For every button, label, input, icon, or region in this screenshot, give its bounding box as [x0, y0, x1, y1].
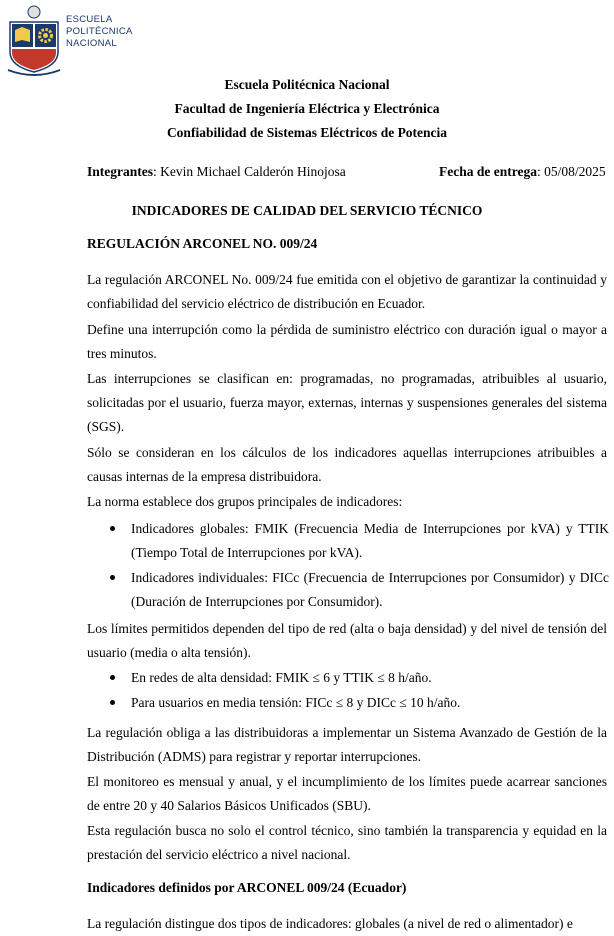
bullet-item: Indicadores individuales: FICc (Frecuencia de Interrupciones por Consumidor) y DICc (Duración de Interrupciones por Consumidor).: [131, 570, 609, 609]
bullet-item: Indicadores globales: FMIK (Frecuencia Media de Interrupciones por kVA) y TTIK (Tiempo Total de Interrupciones por kVA).: [131, 521, 609, 560]
paragraph: Los límites permitidos dependen del tipo de red (alta o baja densidad) y del nivel de tensión del usuario (media o alta tensión).: [87, 621, 607, 660]
institution-name: Escuela Politécnica Nacional: [224, 77, 390, 92]
paragraph: La regulación ARCONEL No. 009/24 fue emitida con el objetivo de garantizar la continuidad y confiabilidad del servicio eléctrico de distribución en Ecuador.: [87, 272, 607, 311]
logo-line-3: NACIONAL: [66, 38, 117, 49]
paragraph: La norma establece dos grupos principales de indicadores:: [87, 494, 403, 509]
delivery-date-value: : 05/08/2025: [536, 164, 606, 179]
bullet-marker: [110, 700, 115, 705]
paragraph: Esta regulación busca no solo el control técnico, sino también la transparencia y equidad en la prestación del servicio eléctrico a nivel nacional.: [87, 823, 607, 862]
members-value: : Kevin Michael Calderón Hinojosa: [153, 164, 346, 179]
faculty-name: Facultad de Ingeniería Eléctrica y Electrónica: [174, 101, 440, 116]
members-line: [87, 164, 346, 180]
bullet-marker: [110, 675, 115, 680]
paragraph: La regulación distingue dos tipos de indicadores: globales (a nivel de red o alimentador) e: [87, 916, 573, 931]
delivery-date-label: Fecha de entrega: [439, 164, 537, 179]
bullet-marker: [110, 575, 115, 580]
institution-logo: [4, 0, 134, 80]
document-title: INDICADORES DE CALIDAD DEL SERVICIO TÉCNICO: [131, 203, 483, 218]
paragraph: Define una interrupción como la pérdida de suministro eléctrico con duración igual o mayor a tres minutos.: [87, 322, 607, 361]
members-label: Integrantes: [87, 164, 153, 179]
bullet-marker: [110, 526, 115, 531]
bullet-item: En redes de alta densidad: FMIK ≤ 6 y TTIK ≤ 8 h/año.: [131, 670, 432, 685]
subheading: Indicadores definidos por ARCONEL 009/24 (Ecuador): [87, 880, 407, 895]
epn-shield-logo-icon: [4, 0, 64, 80]
paragraph: La regulación obliga a las distribuidoras a implementar un Sistema Avanzado de Gestión de la Distribución (ADMS) para registrar y reportar interrupciones.: [87, 725, 607, 764]
delivery-date-line: [439, 164, 606, 180]
logo-line-1: ESCUELA: [66, 14, 113, 25]
paragraph: Sólo se consideran en los cálculos de los indicadores aquellas interrupciones atribuibles a causas internas de la empresa distribuidora.: [87, 445, 607, 484]
section-heading: REGULACIÓN ARCONEL NO. 009/24: [87, 236, 318, 251]
paragraph: El monitoreo es mensual y anual, y el incumplimiento de los límites puede acarrear sanciones de entre 20 y 40 Salarios Básicos Unificados (SBU).: [87, 774, 607, 813]
logo-line-2: POLITÉCNICA: [66, 26, 133, 37]
bullet-item: Para usuarios en media tensión: FICc ≤ 8 y DICc ≤ 10 h/año.: [131, 695, 461, 710]
logo-wordmark: [66, 14, 133, 50]
paragraph: Las interrupciones se clasifican en: programadas, no programadas, atribuibles al usuario, solicitadas por el usuario, fuerza mayor, externas, internas y suspensiones generales del sistema (SGS).: [87, 371, 607, 434]
course-name: Confiabilidad de Sistemas Eléctricos de Potencia: [166, 125, 448, 140]
